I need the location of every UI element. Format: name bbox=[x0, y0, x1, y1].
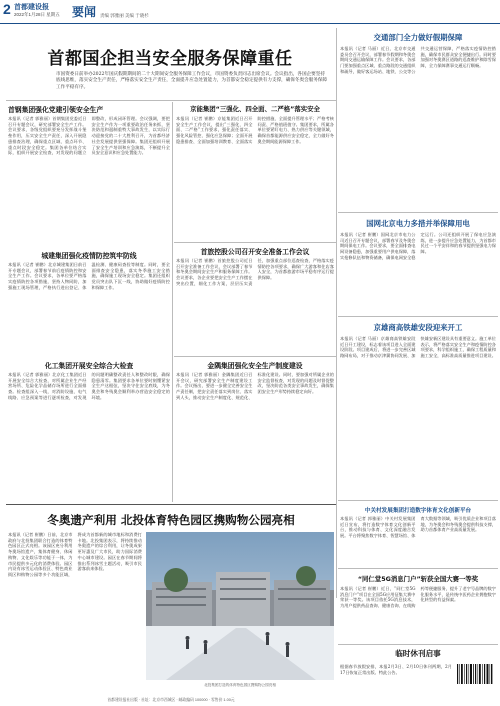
story-headline: 首旅控股公司召开安全准备工作会议 bbox=[200, 248, 310, 256]
lead-headline: 首都国企担当安全服务保障重任 bbox=[47, 49, 293, 69]
lead-lede: 市国资委日前举办2022年国庆假期期间的二十大期间安全服务保障工作会议，市国资委负责同志出席会议。会议指出，各国企要坚持底线思维，落实安全生产责任，严格落实安全生产责任，全面提升应急处置能力，为首都安全稳定提供有力支撑，确保冬奥会服务保障工作平稳有序。 bbox=[56, 72, 328, 90]
photo-caption: 北投集团打造的体育特色园区携购物公园亮相 bbox=[204, 683, 276, 687]
park-illustration bbox=[146, 532, 334, 680]
story-body: 本报讯（记者 崔鹏）近日，“同仁堂5G消息门户”项目在全国5G应用征集大赛中荣获一等奖。该项目依托5G消息技术，为用户提供药品查询、健康咨询、在线购药等便捷服务，提升了老字号品牌的数字化服务水平，是传统中医药企业拥抱数字化转型的有益探索。 bbox=[340, 586, 496, 609]
story-headline: 交通部门全力做好假期保障 bbox=[373, 33, 463, 42]
story-body: 本报讯（记者 马丽）京雄商高铁雄安段近日开工建设，标志着该项目进入全面建设阶段。项目建成后，将进一步完善区域路网布局，对于推动京津冀协同发展、加快雄安新区建设具有重要意义。施工单位表示，将严格落实安全生产和疫情防控各项要求，科学组织施工，确保工程质量和施工安全，高标准高质量推进项目建设。 bbox=[340, 336, 496, 359]
story-body: 本报讯（记者 郭雅丽）金隅集团近日召开会议，研究部署安全生产制度建设工作。会议指出，要进一步健全完善安全生产责任制，把安全责任落实到岗位、落实到人头，推动安全生产制度化、规范化、标准化建设。同时，要加强对所属企业的安全监督检查，对发现的问题及时督促整改，坚决防范各类安全事故发生，确保集团安全生产形势持续稳定向好。 bbox=[176, 372, 334, 400]
story-headline: 城建集团强化疫情防控筑牢防线 bbox=[41, 252, 137, 260]
masthead bbox=[0, 0, 500, 24]
story-headline: 国网北京电力多措并举保障用电 bbox=[366, 219, 470, 228]
date-line: 2022年1月28日 星期五 bbox=[14, 12, 60, 17]
section-name: 要闻 bbox=[72, 5, 97, 19]
story-headline: 金隅集团强化安全生产制度建设 bbox=[207, 362, 303, 370]
story-headline: 首钢集团强化党建引领安全生产 bbox=[8, 106, 104, 114]
story-body: 本报讯（记者 郭雅丽）中关村发展集团近日宣布，将打造数字体育文化创新平台，推动科技与体育、文化深度融合发展。平台将聚焦数字体育、智慧场馆、体育大数据等领域，吸引优质企业和项目落地，为冬奥会和冬残奥会提供科技支撑，助力首都体育产业高质量发展。 bbox=[340, 516, 496, 539]
story-body: 本报讯（记者 崔鹏）京能集团近日召开安全生产工作会议，提出“三强化、四全面、二严格”工作要求，强化责任落实、强化风险管控、强化应急保障；全面开展隐患排查、全面加强培训教育、全面落实防控措施、全面提升管理水平；严格考核问责、严格值班值守。集团要求，所属各单位要紧盯电力、热力供应等关键领域，确保首都能源供应安全稳定，全力做好冬奥会期间能源保障工作。 bbox=[176, 116, 334, 144]
story-body: 本报讯（记者 崔鹏）北京城建集团日前召开专题会议，部署春节前后疫情防控和安全生产工作。会议要求，各单位要严格落实疫情防控各项措施，坚持人物同防，加强施工现场管理，严格执行进出登记、体温检测、健康码查验等制度。同时，要全面排查安全隐患，落实冬季施工安全措施，确保施工现场安全稳定。集团还组织党员突击队下沉一线，协助做好疫情防控和保障工作。 bbox=[8, 262, 170, 290]
story-body: 本报讯（记者 崔鹏）国网北京市电力公司近日召开专题会议，部署春节及冬奥会期间保电工作。会议要求，要全面排查电网设备隐患，加强重要用户供电保障，落实抢修队伍和物资储备，确保电网安全稳定运行。公司还组织开展了保电应急演练，进一步提升应急处置能力，为首都市民过一个平安祥和的春节提供坚强电力保障。 bbox=[340, 232, 496, 260]
bottom-headline: 冬奥遗产利用 北投体育特色园区携购物公园亮相 bbox=[47, 513, 295, 527]
bottom-story-body: 本报讯（记者 崔鹏）日前，北京市政府与北投集团联合打造的体育特色园区正式亮相。该园区充分利用冬奥场馆遗产，集体育健身、休闲购物、文化娱乐等功能于一体，为市民提供多元化的消费体验。园区内设有冰雪运动体验区、特色商业街区和购物公园等多个功能区域，将成为首都新的城市地标和消费打卡地。北投集团表示，将持续推动冬奥遗产的综合利用，让冬奥成果更好惠及广大市民，助力国际消费中心城市建设。园区在春节期间将推出系列冰雪主题活动，吸引市民游客前来体验。 bbox=[8, 532, 142, 577]
story-body: 本报讯（记者 崔鹏）首旅控股公司近日召开安全准备工作会议，会议部署了春节和冬奥会期间安全生产和服务保障工作。会议要求，各企业要把安全生产工作摆在突出位置，细化工作方案，层层压实责任，加强重点部位巡查检查，严格落实疫情防控各项要求，确保广大游客和住店客人安全，为首都旅游市场平稳有序运行提供保障。 bbox=[176, 258, 334, 286]
park-photo bbox=[146, 532, 334, 680]
notice-body: 根据春节放假安排，本报2月3日、2月10日休刊两期，2月17日恢复正常出版。特此公告。 bbox=[340, 664, 452, 675]
story-body: 本报讯（记者 马丽）近日，北京市交通委员会召开会议，部署春节假期和冬奥会期间交通运输保障工作。会议要求，各部门要加强重点区域、重点路段的交通组织和疏导，做好客运场站、地铁、公交等公共交通运营保障，严格落实疫情防控措施，确保市民群众安全便捷出行。同时要加强对冬奥赛区道路的巡查维护和除雪保障，全力保障赛事交通运行顺畅。 bbox=[340, 46, 496, 74]
story-headline: 京雄商高铁雄安段迎来开工 bbox=[373, 323, 463, 332]
page-number: 2 bbox=[3, 1, 11, 17]
story-headline: 化工集团开展安全综合大检查 bbox=[44, 362, 134, 370]
story-headline: 京能集团“三强化、四全面、二严格”落实安全 bbox=[190, 105, 320, 113]
story-headline: “同仁堂5G消息门户”斩获全国大赛一等奖 bbox=[357, 575, 479, 583]
paper-name: 首都建设报 bbox=[14, 4, 49, 11]
editors-line: 责编 郭雅丽 美编 于晓杉 bbox=[100, 13, 149, 18]
barcode-icon bbox=[456, 662, 494, 690]
notice-headline: 临时休刊启事 bbox=[395, 649, 441, 658]
story-body: 本报讯（记者 郭雅丽）首钢集团党委近日召开专题会议，研究部署安全生产工作。会议要求，各级党组织要充分发挥战斗堡垒作用，压实安全生产责任，深入开展隐患排查治理，确保重点区域、重点环节、重点时段安全稳定。集团各单位结合实际，组织开展安全检查，对发现的问题立即整改，形成闭环管理。会议强调，要把安全生产作为一项重要政治任务来抓，坚决防范和遏制重特大事故发生，以实际行动迎接党的二十大胜利召开，为首都经济社会发展提供坚强保障。集团还组织开展了安全生产培训和应急演练，不断提升全员安全意识和应急处置能力。 bbox=[8, 116, 170, 156]
footer-line: 首都建设报社出版 · 社址：北京市西城区 · 邮政编码 100000 · 零售价 1.00元 bbox=[107, 698, 235, 702]
story-headline: 中关村发展集团打造数字体育文化创新平台 bbox=[364, 508, 472, 514]
story-body: 本报讯（记者 郭雅丽）北京化工集团近日开展安全综合大检查，对所属企业生产经营场所、危险化学品储存场所进行全面排查。检查组深入一线，对消防设施、电气线路、应急预案等进行逐项检查，对发现的问题明确整改责任人和整改时限，确保隐患清零。集团要求各单位要时刻绷紧安全生产这根弦，坚决守住安全底线，为冬奥会和冬残奥会顺利举办营造安全稳定的环境。 bbox=[8, 372, 170, 400]
